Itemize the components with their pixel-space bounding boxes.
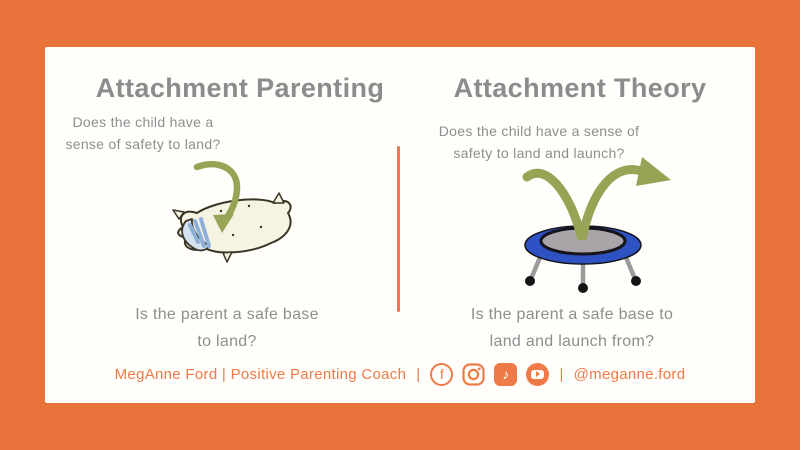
- right-question-bottom-line1: Is the parent a safe base to: [470, 306, 674, 323]
- brand-text: MegAnne Ford | Positive Parenting Coach: [114, 365, 407, 383]
- center-divider: [397, 146, 400, 312]
- youtube-icon-play-frame: [531, 370, 544, 379]
- left-question-bottom: [98, 301, 356, 355]
- right-panel-title: Attachment Theory: [453, 73, 707, 103]
- tiktok-icon-glyph: ♪: [502, 366, 510, 382]
- left-question-top-line2: sense of safety to land?: [65, 136, 221, 153]
- pillow-tuft-bottom: [223, 252, 232, 262]
- instagram-icon-art: [462, 363, 485, 386]
- instagram-icon[interactable]: [462, 363, 485, 386]
- left-question-bottom-line2: to land?: [197, 333, 257, 351]
- pillow-stitch-dot: [220, 210, 222, 212]
- footer-credit-bar: [45, 358, 755, 390]
- left-panel-title: Attachment Parenting: [95, 73, 385, 103]
- bounce-arrow-head: [636, 157, 671, 186]
- social-handle-text: @meganne.ford: [573, 365, 686, 383]
- footer-separator: |: [416, 365, 421, 383]
- pillow-stitch-dot: [260, 226, 262, 228]
- bounce-arrow-shaft: [527, 170, 641, 239]
- trampoline-foot: [578, 283, 588, 293]
- trampoline-foot: [525, 276, 535, 286]
- right-question-top-line2: safety to land and launch?: [453, 145, 625, 162]
- right-question-top-line1: Does the child have a sense of: [438, 123, 640, 139]
- social-icons-row: [430, 363, 549, 386]
- youtube-icon[interactable]: [526, 363, 549, 386]
- facebook-icon[interactable]: [430, 363, 453, 386]
- pillow-stitch-dot: [248, 205, 250, 207]
- pillow-tuft-right: [273, 193, 284, 203]
- right-question-bottom-line2: land and launch from?: [489, 333, 655, 351]
- left-question-top-line1: Does the child have a: [72, 114, 214, 130]
- facebook-icon-glyph: f: [439, 366, 445, 382]
- youtube-icon-play-triangle: [536, 371, 540, 377]
- tiktok-icon[interactable]: [494, 363, 517, 386]
- left-question-bottom-line1: Is the parent a safe base: [135, 306, 319, 323]
- pillow-stitch-dot: [232, 234, 234, 236]
- pillow-illustration: [163, 161, 303, 271]
- left-question-top: [53, 111, 233, 156]
- content-card: [45, 47, 755, 403]
- right-question-bottom: [443, 301, 701, 355]
- footer-separator-2: |: [559, 365, 564, 383]
- trampoline-illustration: [503, 155, 698, 295]
- trampoline-foot: [631, 276, 641, 286]
